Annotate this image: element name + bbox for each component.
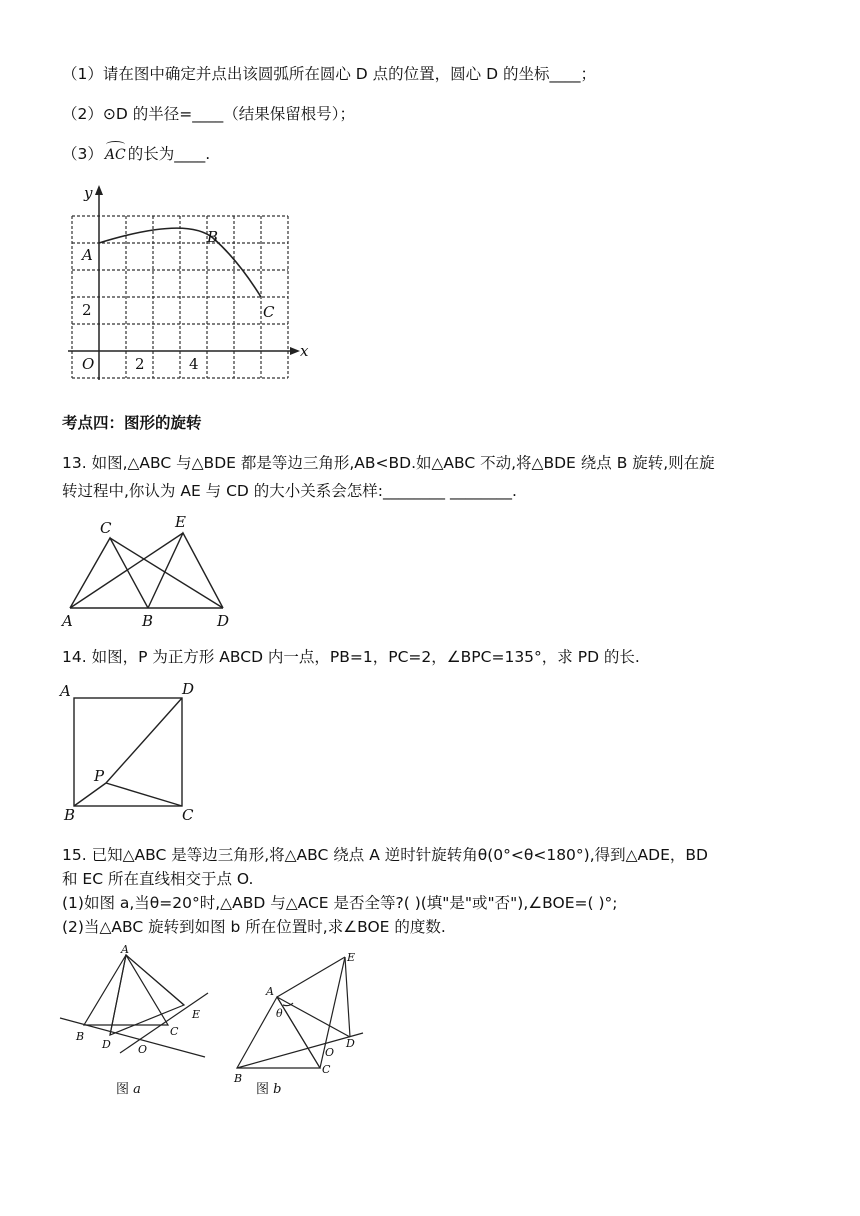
q15b-caption-letter: b	[273, 1082, 282, 1097]
arc-ac-label: AC	[105, 144, 126, 166]
q12-part1: （1）请在图中确定并点出该圆弧所在圆心 D 点的位置，圆心 D 的坐标____；	[62, 65, 596, 83]
q15a-label-b: B	[76, 1030, 85, 1043]
q12-grid-figure	[60, 180, 310, 390]
q12-part3-prefix: （3）	[62, 145, 103, 163]
q15a-caption-letter: a	[133, 1082, 141, 1097]
q13-label-e: E	[175, 513, 186, 531]
q15b-theta: θ	[276, 1007, 283, 1020]
q14-label-c: C	[182, 806, 194, 824]
q14-label-a: A	[60, 682, 71, 700]
q15a-label-o: O	[138, 1043, 148, 1056]
q14-label-p: P	[94, 767, 105, 785]
q15b-label-e: E	[347, 951, 356, 964]
q15a-caption	[116, 1078, 141, 1097]
tick-x-2: 2	[135, 355, 145, 373]
q15-figure-a	[60, 945, 220, 1055]
q13-line2: 转过程中,你认为 AE 与 CD 的大小关系会怎样:________ ________.	[62, 482, 517, 500]
q15b-label-b: B	[234, 1072, 243, 1085]
q13-figure	[60, 515, 240, 630]
q15-line4: (2)当△ABC 旋转到如图 b 所在位置时,求∠BOE 的度数.	[62, 918, 446, 936]
q15a-label-d: D	[102, 1038, 111, 1051]
q13-label-a: A	[62, 612, 73, 630]
q13-label-c: C	[100, 519, 112, 537]
q15b-label-o: O	[325, 1046, 335, 1059]
origin-label: O	[82, 355, 95, 373]
q14-figure	[58, 682, 208, 822]
tick-x-4: 4	[189, 355, 199, 373]
q15b-caption	[256, 1078, 281, 1097]
q13-label-d: D	[217, 612, 230, 630]
q13-line1: 13. 如图,△ABC 与△BDE 都是等边三角形,AB<BD.如△ABC 不动,将△BDE 绕点 B 旋转,则在旋	[62, 454, 715, 472]
q12-part3	[62, 143, 210, 166]
q15a-caption-text: 图	[116, 1082, 130, 1097]
q12-part2: （2）⊙D 的半径=____（结果保留根号）；	[62, 105, 355, 123]
q14-label-d: D	[182, 680, 195, 698]
q14-line1: 14. 如图，P 为正方形 ABCD 内一点，PB=1，PC=2，∠BPC=135°，求 PD 的长.	[62, 648, 640, 666]
q15-line3: (1)如图 a,当θ=20°时,△ABD 与△ACE 是否全等?( )(填"是"或"否"),∠BOE=( )°;	[62, 894, 618, 912]
q14-label-b: B	[64, 806, 76, 824]
x-axis-label: x	[300, 342, 309, 360]
point-c-label: C	[263, 303, 275, 321]
q15a-label-c: C	[170, 1025, 179, 1038]
section-heading: 考点四：图形的旋转	[62, 414, 202, 432]
q15b-caption-text: 图	[256, 1082, 270, 1097]
q15b-label-d: D	[346, 1037, 355, 1050]
q15-line2: 和 EC 所在直线相交于点 O.	[62, 870, 254, 888]
q15-figure-b	[225, 945, 375, 1085]
y-axis-label: y	[84, 184, 93, 202]
q13-label-b: B	[142, 612, 154, 630]
q15a-label-a: A	[121, 943, 129, 956]
q15b-label-c: C	[322, 1063, 331, 1076]
q15b-label-a: A	[266, 985, 274, 998]
point-b-label: B	[207, 228, 219, 246]
tick-y-2: 2	[82, 301, 92, 319]
point-a-label: A	[82, 246, 93, 264]
q12-part3-suffix: 的长为____.	[127, 145, 211, 163]
q15-line1: 15. 已知△ABC 是等边三角形,将△ABC 绕点 A 逆时针旋转角θ(0°<θ<180°),得到△ADE，BD	[62, 846, 708, 864]
q15a-label-e: E	[192, 1008, 201, 1021]
